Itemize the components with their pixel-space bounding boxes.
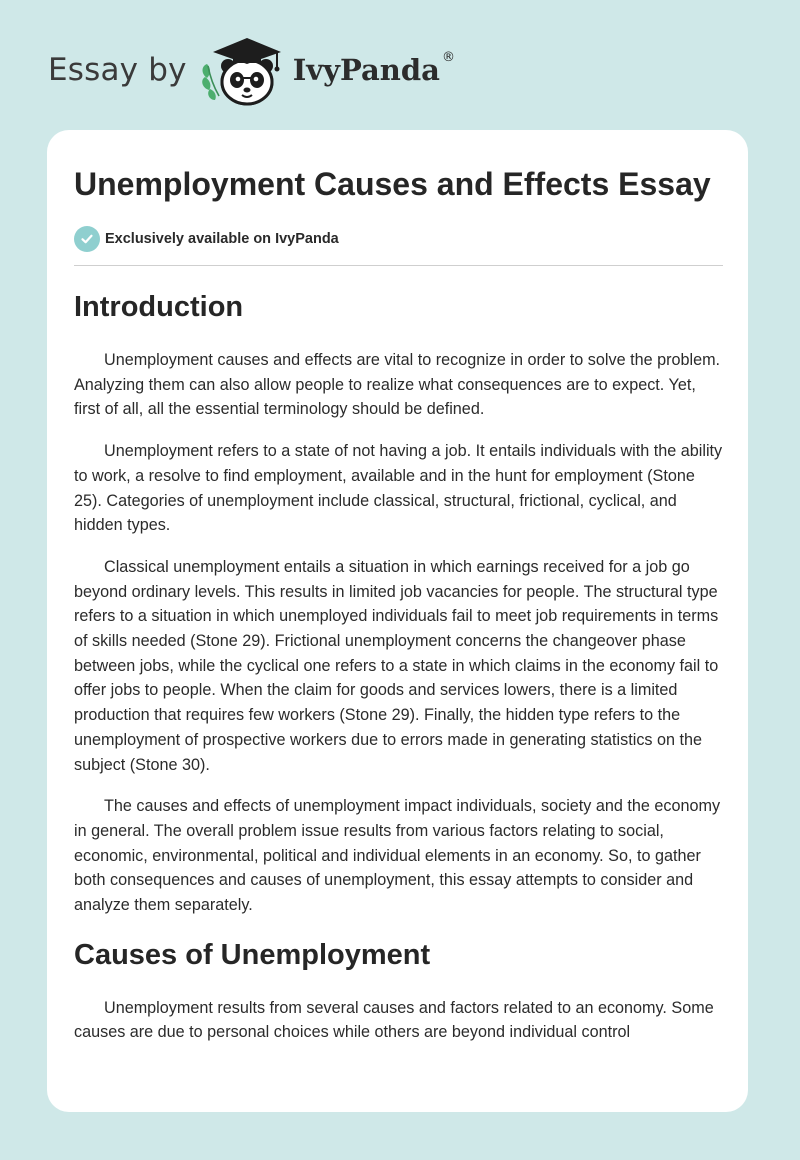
- exclusive-label: Exclusively available on IvyPanda: [105, 231, 339, 247]
- site-brand[interactable]: [48, 30, 455, 110]
- paragraph: Unemployment refers to a state of not having a job. It entails individuals with the ability to work, a resolve to find employment, available and in the hunt for employment (Stone 25). Categories of unemployment include classical, structural, frictional, cyclical, and hidden types.: [74, 442, 723, 535]
- essay-content: [74, 164, 723, 1045]
- check-circle-icon: [74, 226, 100, 252]
- brand-prefix: Essay by: [48, 52, 187, 88]
- registered-mark: ®: [441, 50, 455, 65]
- divider: [74, 265, 723, 266]
- section-heading-introduction: Introduction: [74, 291, 244, 323]
- section-heading-causes: Causes of Unemployment: [74, 938, 431, 971]
- paragraph: The causes and effects of unemployment impact individuals, society and the economy in general. The overall problem issue results from various factors relating to social, economic, environmental, political and individual elements in an economy. So, to gather both consequences and causes of unemployment, this essay attempts to consider and analyze them separately.: [74, 797, 721, 915]
- essay-title: Unemployment Causes and Effects Essay: [74, 166, 711, 202]
- panda-logo-icon: [197, 30, 289, 110]
- exclusive-badge: [74, 226, 723, 252]
- paragraph: Classical unemployment entails a situation in which earnings received for a job go beyond ordinary levels. This results in limited job vacancies for people. The structural type refers to a situation in which unemployed individuals fail to meet job requirements in terms of skills needed (Stone 29). Frictional unemployment concerns the changeover phase between jobs, while the cyclical one refers to a state in which claims in the economy fail to offer jobs to people. When the claim for goods and services lowers, there is a limited production that requires few workers (Stone 29). Finally, the hidden type refers to the unemployment of prospective workers due to errors made in generating statistics on the subject (Stone 30).: [74, 557, 719, 774]
- paragraph: Unemployment causes and effects are vital to recognize in order to solve the problem. Analyzing them can also allow people to realize what consequences are to expect. Yet, first of all, all the essential terminology should be defined.: [74, 351, 721, 419]
- paragraph: Unemployment results from several causes and factors related to an economy. Some causes are due to personal choices while others are beyond individual control: [74, 998, 714, 1042]
- essay-card: [47, 130, 748, 1112]
- brand-name: IvyPanda: [292, 53, 440, 87]
